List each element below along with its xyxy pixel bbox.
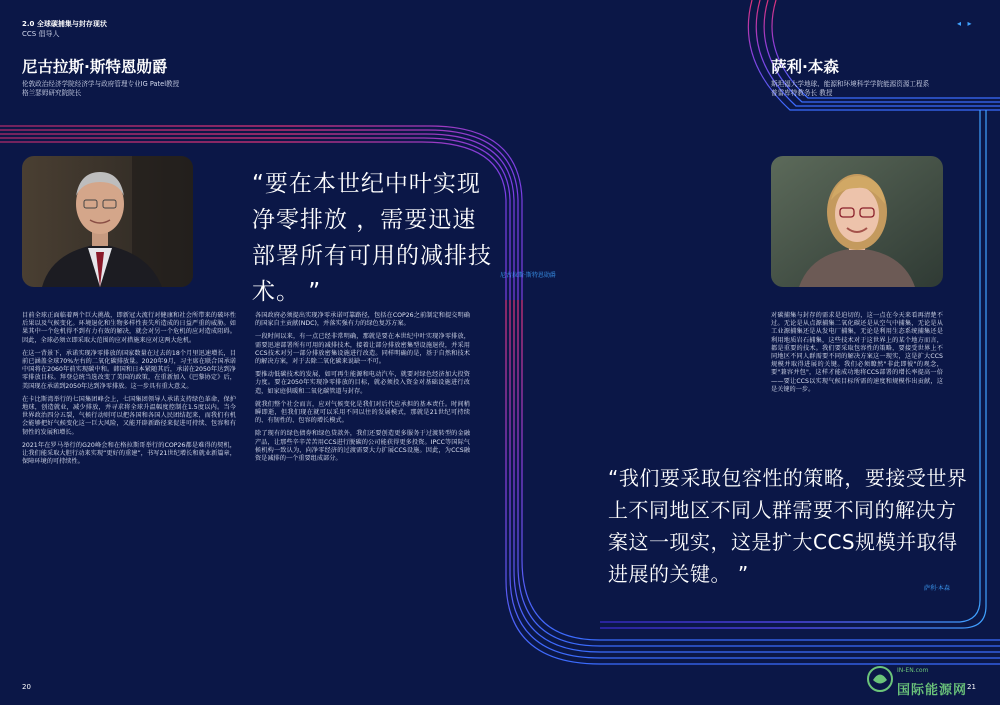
right-person-photo [771, 156, 943, 287]
body-column-3 [771, 312, 943, 399]
page-number-left: 20 [22, 683, 31, 691]
body-col2-paragraph: 除了现有的绿色债券和绿色贷款外，我们还要创造更多服务于过渡转型的金融产品，让那些辛辛苦苦用CCS进行脱碳的公司能获得更多投资。IPCC等国际气候机构一致认为，向净零经济的过渡需要大力扩展CCS设施。因此，为CCS融资是减排的一个重要组成部分。 [255, 430, 470, 463]
body-col2-paragraph: 就我们整个社会而言，应对气候变化是我们对后代应承担的基本责任。时间稍瞬即逝，但我们现在就可以采用不同以往的发展模式，那就是21世纪可持续的、有韧性的、包容的增长模式。 [255, 400, 470, 425]
right-person-name: 萨利·本森 [771, 58, 839, 76]
quote-right-attribution: 萨利·本森 [924, 585, 950, 592]
body-col1-paragraph: 在卡比斯湾举行的七国集团峰会上，七国集团领导人承诺支持绿色革命，保护地球，创造就业，减少排放，并寻求将全球升温幅度控制在1.5度以内。当今世界政治四分五裂，气候行动则可以把各国和各国人民团结起来，而我们有机会能够把好气候变化这一巨大风险，又能开辟新路径来促进可持续、包容和有韧性的发展和增长。 [22, 395, 236, 436]
right-person-title-line2: 普雷库特教务长 教授 [771, 89, 833, 97]
body-column-2 [255, 312, 470, 468]
body-col2-paragraph: 各国政府必须提出实现净零承诺可靠路径，包括在COP26之前制定和提交明确的国家自主贡献(NDC)，并落实强有力的绿色复苏方案。 [255, 312, 470, 328]
watermark-subtext: IN-EN.com [897, 667, 929, 674]
section-subtitle: CCS 倡导人 [22, 30, 60, 38]
quote-right: “我们要采取包容性的策略，要接受世界上不同地区不同人群需要不同的解决方案这一现实，这是扩大CCS规模并取得进展的关键。 ” [608, 466, 968, 586]
left-person-name: 尼古拉斯·斯特恩勋爵 [22, 58, 168, 76]
watermark-text: 国际能源网 [897, 683, 968, 698]
page-number-right: 21 [967, 683, 976, 691]
left-person-photo [22, 156, 193, 287]
quote-left-attribution: 尼古拉斯·斯特恩勋爵 [500, 272, 556, 279]
body-col2-paragraph: 一段时间以来，有一点已经非常明确，那就是要在本世纪中叶实现净零排放，需要迅速部署所有可用的减排技术，接着让部分排放密集型设施退役，并采用CCS技术对另一部分排放密集设施进行改造。同样明确的是，基于自然和技术的解决方案，对于去除二氧化碳来说缺一不可。 [255, 333, 470, 366]
section-label: 2.0 全球碳捕集与封存现状 [22, 20, 107, 28]
right-person-title-line1: 斯坦福大学地球、能源和环境科学学院能源资源工程系 [771, 80, 930, 88]
left-person-title-line1: 伦敦政治经济学院经济学与政府管理专业IG Patel教授 [22, 80, 180, 88]
quote-left: “要在本世纪中叶实现净零排放 ，需要迅速部署所有可用的减排技术。 ” [252, 171, 492, 305]
page-nav-arrows[interactable]: ◂ ▸ [957, 19, 974, 28]
body-col2-paragraph: 要推动低碳技术的发展，如可再生能源和电动汽车，就要对绿色经济加大投资力度。要在2050年实现净零排放的目标，就必须投入资金对基础设施进行改造，如家庭供暖和二氧化碳管道与封存。 [255, 371, 470, 395]
body-col1-paragraph: 在这一背景下，承诺实现净零排放的国家数量在过去的18个月里迅速增长，目前已涵盖全球70%左右的二氧化碳排放量。2020年9月，习主席在联合国承诺中国将在2060年前实现碳中和。韩国和日本紧随其后，承诺在2050年达到净零排放目标。拜登总统当选改变了美国的政策，在重新加入《巴黎协定》后，美国现在承诺到2050年达到净零排放。这一步具有重大意义。 [22, 349, 236, 390]
left-person-title-line2: 格兰瑟姆研究院院长 [22, 89, 82, 97]
body-col1-paragraph: 2021年在罗马举行的G20峰会和在格拉斯哥举行的COP26都是难得的契机，让我们能采取大胆行动来实现“更好的重建”，书写21世纪增长和就业新篇章，保障环境的可持续性。 [22, 441, 236, 466]
body-col1-paragraph: 目前全球正面临着两个巨大挑战，即新冠大流行对健康和社会所带来的破坏性后果以及气候变化。环境退化和生物多样性丧失所造成的日益严重的威胁。如果其中一个危机得不到有力有效的解决，就会对另一个危机的应对造成阻碍。因此，全球必须立即采取大范围的应对措施来应对这两大危机。 [22, 312, 236, 344]
watermark-logo-icon [866, 665, 894, 693]
body-column-1 [22, 312, 236, 471]
body-col3-paragraph: 对碳捕集与封存的需求是迫切的，这一点在今天来看再清楚不过。无论是从点源捕集二氧化碳还是从空气中捕集，无论是从工业源捕集还是从发电厂捕集，无论是利用生态系统捕集还是利用地质岩石捕集，这些技术对于这世界上的某个地方而言，都是重要的技术。我们要采取包容性的策略，要接受世界上不同地区不同人群需要不同的解决方案这一现实，这是扩大CCS规模并取得进展的关键。我们必须瞭然"非此即彼"的观念，要"兼容并包"，这样才能成功地将CCS部署的增长率提高一倍——要让CCS以实现气候目标所需的速度和规模作出贡献，这是关键的一步。 [771, 312, 943, 393]
